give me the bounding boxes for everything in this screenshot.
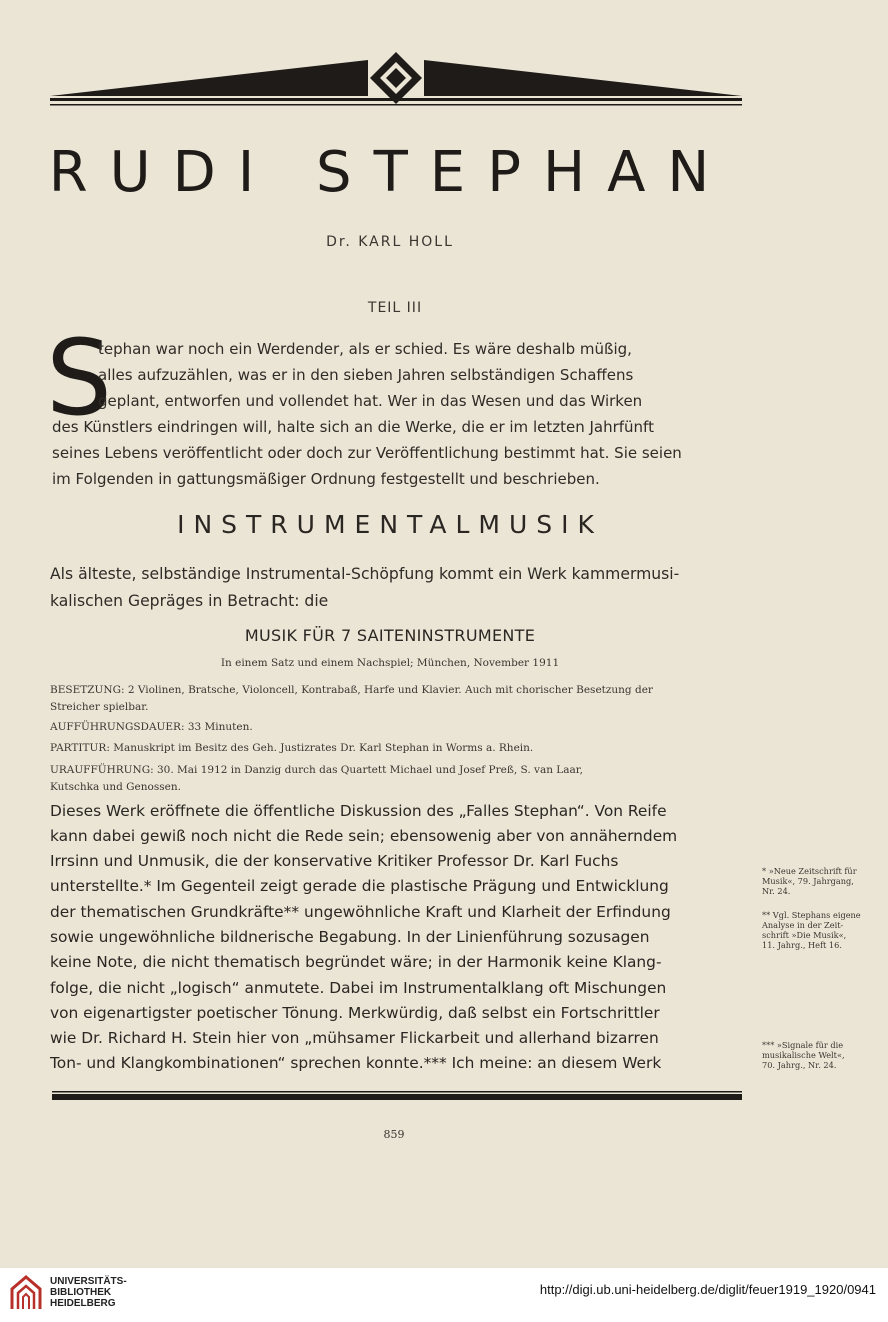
- body-line: kann dabei gewiß noch nicht die Rede sein; ebensowenig aber von annäherndem: [50, 827, 678, 845]
- footnote-line: Nr. 24.: [762, 886, 791, 896]
- body-line: wie Dr. Richard H. Stein hier von „mühsamer Flickarbeit und allerhand bizarren: [50, 1029, 659, 1047]
- library-logo-icon: [8, 1273, 44, 1313]
- body-line: von eigenartigster poetischer Tönung. Merkwürdig, daß selbst ein Fortschrittler: [50, 1004, 660, 1022]
- library-name: [50, 1276, 127, 1309]
- body-line: sowie ungewöhnliche bildnerische Begabung. In der Linienführung sozusagen: [50, 928, 650, 946]
- body-line: folge, die nicht „logisch“ anmutete. Dabei im Instrumentalklang oft Mischungen: [50, 979, 667, 997]
- part-heading: TEIL III: [367, 300, 423, 316]
- footnote-3: [762, 1040, 874, 1070]
- work-meta-line: Streicher spielbar.: [50, 701, 149, 713]
- body-line: Irrsinn und Unmusik, die der konservative Kritiker Professor Dr. Karl Fuchs: [50, 852, 619, 870]
- bottom-rule: [52, 1091, 742, 1101]
- intro-line: des Künstlers eindringen will, halte sich an die Werke, die er im letzten Jahrfünft: [52, 418, 654, 436]
- body-line: keine Note, die nicht thematisch begründet wäre; in der Harmonik keine Klang-: [50, 953, 662, 971]
- intro-line: tephan war noch ein Werdender, als er schied. Es wäre deshalb müßig,: [98, 340, 632, 358]
- footnote-line: Analyse in der Zeit-: [762, 920, 844, 930]
- intro-line: geplant, entworfen und vollendet hat. Wer in das Wesen und das Wirken: [98, 392, 643, 410]
- work-title: MUSIK FÜR 7 SAITENINSTRUMENTE: [244, 626, 536, 645]
- footnote-1: [762, 866, 874, 896]
- article-title: RUDI STEPHAN: [48, 140, 732, 205]
- drop-cap: S: [46, 317, 113, 439]
- footnote-line: 11. Jahrg., Heft 16.: [762, 940, 842, 950]
- section-intro-line: kalischen Gepräges in Betracht: die: [50, 592, 329, 610]
- work-meta-line: PARTITUR: Manuskript im Besitz des Geh. Justizrates Dr. Karl Stephan in Worms a. Rhein.: [50, 742, 534, 754]
- footnote-line: schrift »Die Musik«,: [762, 930, 847, 940]
- intro-line: alles aufzuzählen, was er in den sieben Jahren selbständigen Schaffens: [98, 366, 634, 384]
- body-line: unterstellte.* Im Gegenteil zeigt gerade die plastische Prägung und Entwicklung: [50, 877, 669, 895]
- body-line: der thematischen Grundkräfte** ungewöhnliche Kraft und Klarheit der Erfindung: [50, 903, 671, 921]
- intro-line: seines Lebens veröffentlicht oder doch zur Veröffentlichung bestimmt hat. Sie seien: [52, 444, 682, 462]
- work-subtitle: In einem Satz und einem Nachspiel; München, November 1911: [220, 657, 560, 669]
- footnote-line: musikalische Welt«,: [762, 1050, 845, 1060]
- intro-line: im Folgenden in gattungsmäßiger Ordnung festgestellt und beschrieben.: [52, 470, 600, 488]
- work-meta-line: Kutschka und Genossen.: [50, 781, 181, 793]
- footnote-line: 70. Jahrg., Nr. 24.: [762, 1060, 837, 1070]
- work-meta-line: URAUFFÜHRUNG: 30. Mai 1912 in Danzig durch das Quartett Michael und Josef Preß, S. van Laar,: [50, 764, 584, 776]
- footnote-line: Musik«, 79. Jahrgang,: [762, 876, 854, 886]
- section-intro-line: Als älteste, selbständige Instrumental-Schöpfung kommt ein Werk kammermusi-: [50, 565, 680, 583]
- library-name-line: UNIVERSITÄTS-: [50, 1276, 127, 1287]
- permalink-url[interactable]: http://digi.ub.uni-heidelberg.de/diglit/feuer1919_1920/0941: [539, 1282, 876, 1297]
- body-line: Dieses Werk eröffnete die öffentliche Diskussion des „Falles Stephan“. Von Reife: [50, 802, 667, 820]
- header-ornament: [50, 52, 742, 108]
- work-meta-line: AUFFÜHRUNGSDAUER: 33 Minuten.: [50, 721, 253, 733]
- page-number: 859: [383, 1128, 405, 1141]
- footnote-line: * »Neue Zeitschrift für: [762, 866, 857, 876]
- footnote-line: ** Vgl. Stephans eigene: [762, 910, 861, 920]
- footnote-2: [762, 910, 874, 950]
- section-heading: INSTRUMENTALMUSIK: [177, 510, 603, 539]
- author-line: Dr. KARL HOLL: [326, 234, 454, 250]
- body-line: Ton- und Klangkombinationen“ sprechen konnte.*** Ich meine: an diesem Werk: [50, 1054, 662, 1072]
- library-name-line: BIBLIOTHEK: [50, 1287, 112, 1298]
- work-meta-line: BESETZUNG: 2 Violinen, Bratsche, Violoncell, Kontrabaß, Harfe und Klavier. Auch mit chorischer Besetzung der: [50, 684, 653, 696]
- footnote-line: *** »Signale für die: [762, 1040, 844, 1050]
- library-name-line: HEIDELBERG: [50, 1298, 116, 1309]
